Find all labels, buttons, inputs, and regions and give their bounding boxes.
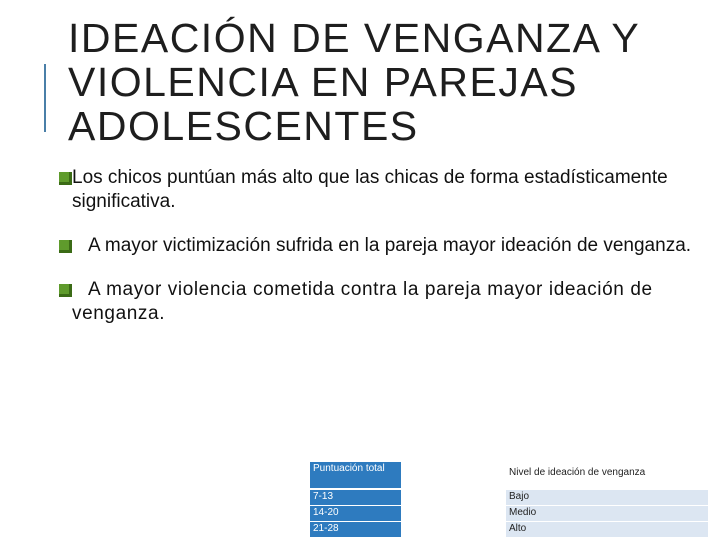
bullet-text: A mayor violencia cometida contra la pareja mayor ideación de venganza. — [72, 279, 653, 324]
checkbox-bullet-icon — [59, 284, 72, 297]
bullet-text: A mayor victimización sufrida en la pareja mayor ideación de venganza. — [88, 235, 692, 256]
bullet-item — [62, 166, 702, 214]
bullet-text: Los chicos puntúan más alto que las chicas de forma estadísticamente significativa. — [72, 167, 668, 212]
bullet-item — [62, 234, 702, 258]
slide-title: IDEACIÓN DE VENGANZA Y VIOLENCIA EN PAREJAS ADOLESCENTES — [68, 15, 640, 149]
table-row — [310, 489, 708, 506]
table-header-row — [310, 462, 708, 489]
bullet-item — [62, 278, 702, 326]
table-cell: Alto — [506, 522, 708, 538]
title-accent-bar — [44, 64, 46, 132]
checkbox-bullet-icon — [59, 172, 72, 185]
table-cell: 21-28 — [310, 522, 401, 538]
table-cell: Bajo — [506, 489, 708, 506]
table-cell: Medio — [506, 506, 708, 522]
score-table — [310, 462, 708, 538]
table-cell: 7-13 — [310, 489, 401, 506]
table-row — [310, 522, 708, 538]
table-row — [310, 506, 708, 522]
bullet-list — [62, 166, 702, 346]
table-cell: 14-20 — [310, 506, 401, 522]
table-header-cell: Puntuación total — [310, 462, 401, 489]
checkbox-bullet-icon — [59, 240, 72, 253]
table-header-cell: Nivel de ideación de venganza — [506, 462, 708, 489]
